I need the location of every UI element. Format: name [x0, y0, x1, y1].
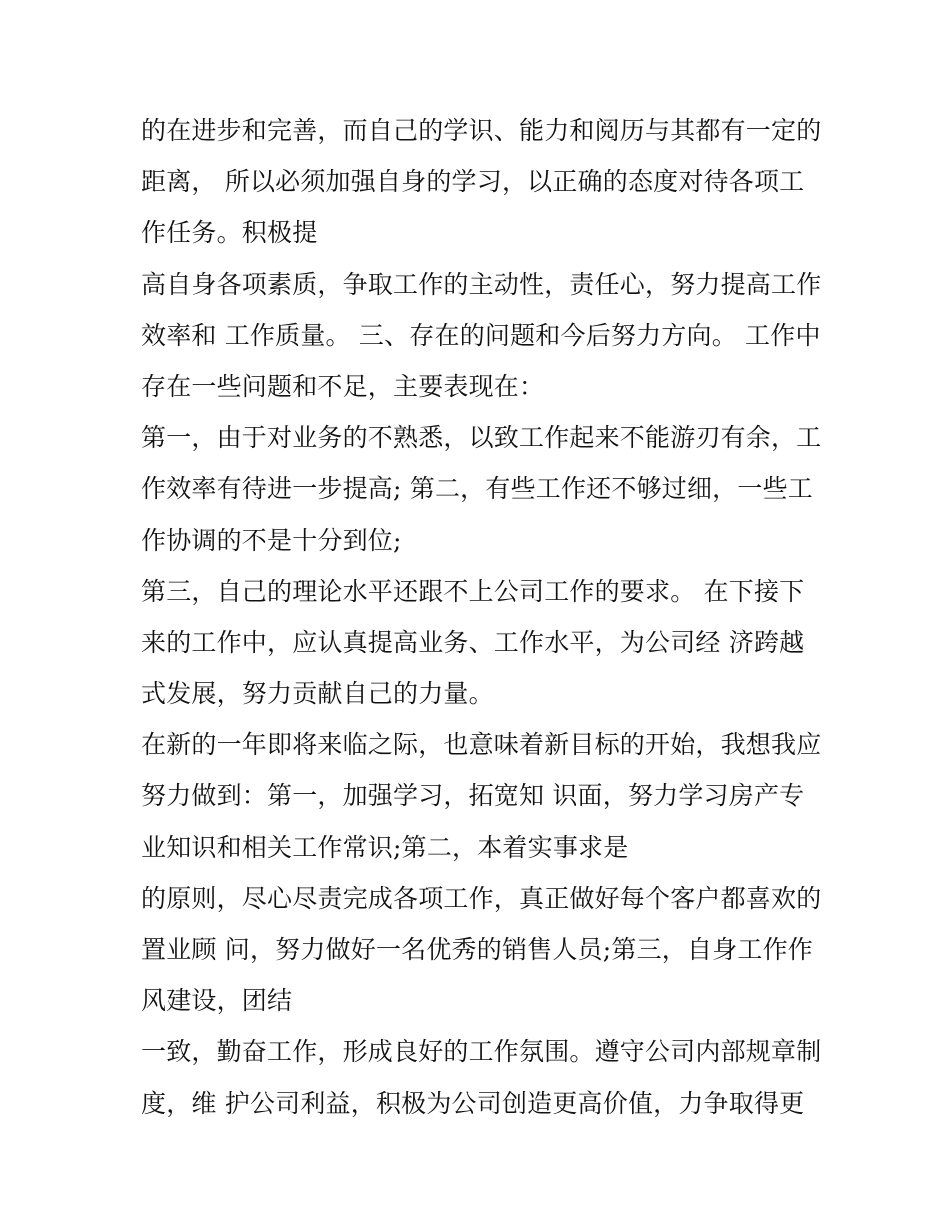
text-line: 作任务。积极提 — [141, 218, 318, 248]
text-line: 置业顾 问，努力做好一名优秀的销售人员;第三，自身工作作 — [141, 935, 813, 964]
text-line: 努力做到：第一，加强学习，拓宽知 识面，努力学习房产专 — [141, 781, 805, 811]
body-text — [141, 105, 821, 1129]
text-line: 作协调的不是十分到位; — [141, 525, 402, 555]
text-line: 的原则，尽心尽责完成各项工作，真正做好每个客户都喜欢的 — [141, 883, 822, 913]
text-line: 业知识和相关工作常识;第二，本着实事求是 — [141, 832, 629, 862]
text-line: 存在一些问题和不足，主要表现在： — [141, 371, 545, 401]
text-line: 度，维 护公司利益，积极为公司创造更高价值，力争取得更 — [141, 1088, 805, 1118]
text-line: 作效率有待进一步提高; 第二，有些工作还不够过细，一些工 — [141, 474, 813, 504]
text-line: 第三，自己的理论水平还跟不上公司工作的要求。 在下接下 — [141, 576, 805, 606]
text-line: 效率和 工作质量。 三、存在的问题和今后努力方向。 工作中 — [141, 320, 821, 350]
text-line: 式发展，努力贡献自己的力量。 — [141, 679, 494, 709]
text-line: 高自身各项素质，争取工作的主动性，责任心，努力提高工作 — [141, 269, 822, 299]
text-line: 在新的一年即将来临之际，也意味着新目标的开始，我想我应 — [141, 730, 822, 760]
text-line: 距离， 所以必须加强自身的学习，以正确的态度对待各项工 — [141, 167, 805, 197]
text-line: 的在进步和完善，而自己的学识、能力和阅历与其都有一定的 — [141, 116, 822, 145]
text-line: 来的工作中，应认真提高业务、工作水平，为公司经 济跨越 — [141, 627, 805, 657]
text-line: 第一，由于对业务的不熟悉，以致工作起来不能游刃有余，工 — [141, 423, 822, 453]
text-line: 一致，勤奋工作，形成良好的工作氛围。遵守公司内部规章制 — [141, 1037, 822, 1067]
text-line: 风建设，团结 — [141, 986, 293, 1016]
